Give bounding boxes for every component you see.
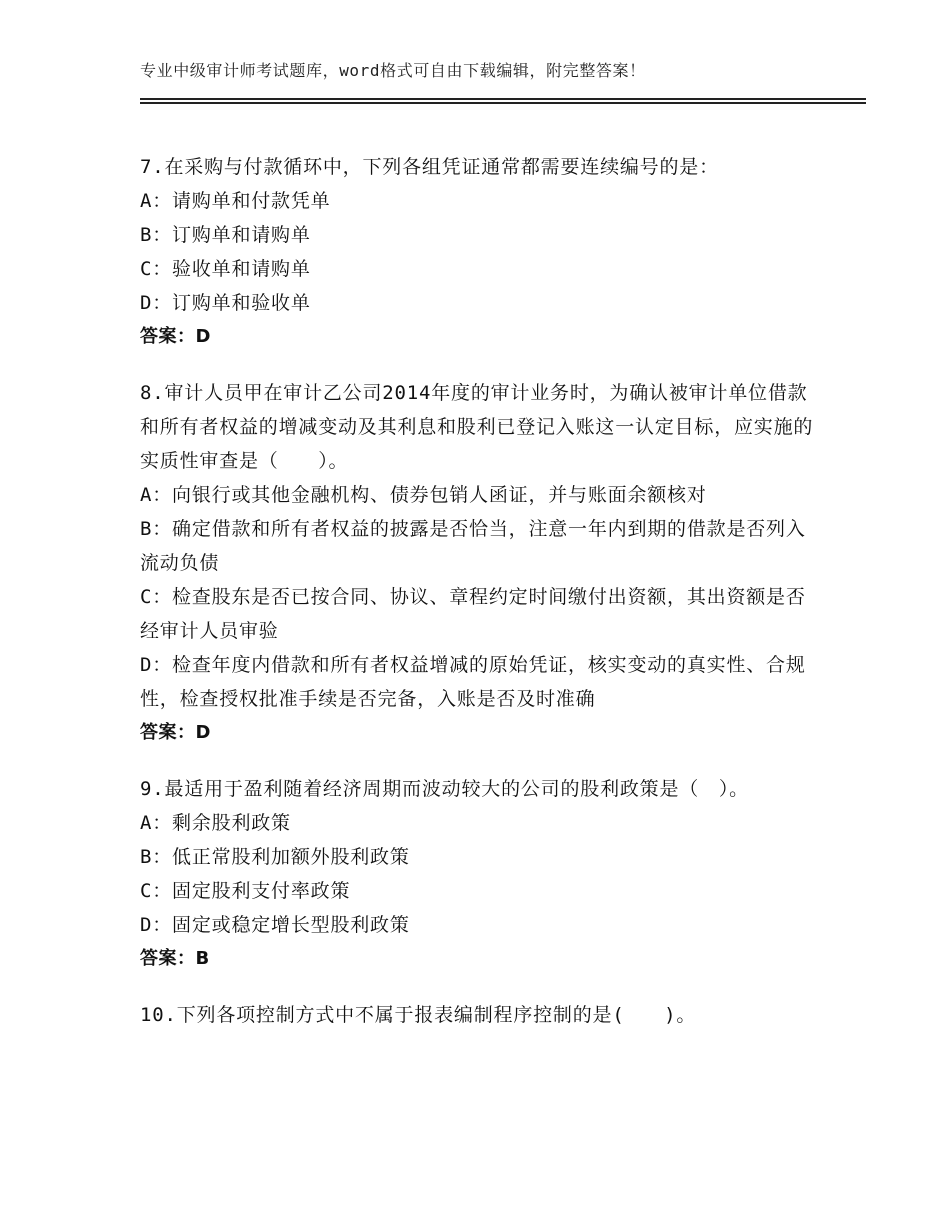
answer-label: 答案：D xyxy=(140,326,211,347)
answer-label: 答案：B xyxy=(140,948,210,969)
option-c: C：检查股东是否已按合同、协议、章程约定时间缴付出资额，其出资额是否经审计人员审验 xyxy=(140,586,806,642)
page-header: 专业中级审计师考试题库，word格式可自由下载编辑，附完整答案！ xyxy=(140,61,646,80)
question-7 xyxy=(140,150,820,354)
option-d: D：固定或稳定增长型股利政策 xyxy=(140,914,410,936)
option-b: B：订购单和请购单 xyxy=(140,224,311,246)
question-8 xyxy=(140,376,820,750)
option-b: B：低正常股利加额外股利政策 xyxy=(140,846,410,868)
answer-label: 答案：D xyxy=(140,722,211,743)
option-a: A：向银行或其他金融机构、债券包销人函证，并与账面余额核对 xyxy=(140,484,707,506)
option-a: A：剩余股利政策 xyxy=(140,812,291,834)
header-divider-top xyxy=(140,98,866,100)
question-text: 7.在采购与付款循环中，下列各组凭证通常都需要连续编号的是： xyxy=(140,156,719,178)
question-text: 10.下列各项控制方式中不属于报表编制程序控制的是( )。 xyxy=(140,1004,697,1026)
question-text: 8.审计人员甲在审计乙公司2014年度的审计业务时，为确认被审计单位借款和所有者权益的增减变动及其利息和股利已登记入账这一认定目标，应实施的实质性审查是（ ）。 xyxy=(140,382,814,472)
question-text: 9.最适用于盈利随着经济周期而波动较大的公司的股利政策是（ ）。 xyxy=(140,778,749,800)
question-list xyxy=(140,150,820,1054)
option-c: C：固定股利支付率政策 xyxy=(140,880,351,902)
option-d: D：检查年度内借款和所有者权益增减的原始凭证，核实变动的真实性、合规性，检查授权批准手续是否完备，入账是否及时准确 xyxy=(140,654,806,710)
option-a: A：请购单和付款凭单 xyxy=(140,190,331,212)
option-c: C：验收单和请购单 xyxy=(140,258,311,280)
question-9 xyxy=(140,772,820,976)
header-divider-bottom xyxy=(140,102,866,104)
option-b: B：确定借款和所有者权益的披露是否恰当，注意一年内到期的借款是否列入流动负债 xyxy=(140,518,806,574)
question-10 xyxy=(140,998,820,1032)
option-d: D：订购单和验收单 xyxy=(140,292,311,314)
